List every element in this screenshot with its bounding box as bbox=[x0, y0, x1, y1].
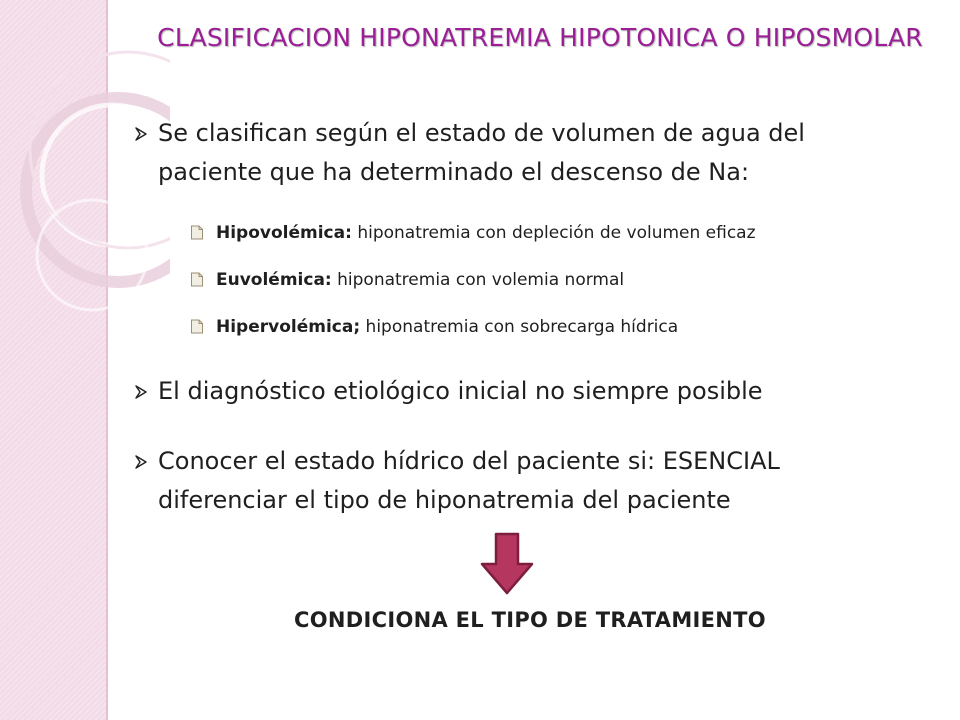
bullet-text: Conocer el estado hídrico del paciente si: ESENCIAL diferenciar el tipo de hiponatremia del paciente bbox=[158, 447, 780, 514]
down-arrow-icon bbox=[478, 532, 536, 596]
subitem-term: Hipervolémica; bbox=[216, 317, 361, 337]
subitem-term: Euvolémica: bbox=[216, 270, 332, 290]
bullet-item bbox=[134, 442, 854, 520]
conclusion-text: CONDICIONA EL TIPO DE TRATAMIENTO bbox=[294, 608, 766, 632]
subitem-euvolemica bbox=[190, 269, 890, 291]
arrow-bullet-icon bbox=[134, 127, 148, 141]
subitem-hipovolemica bbox=[190, 222, 890, 244]
page-bullet-icon bbox=[190, 225, 204, 240]
slide-title: CLASIFICACION HIPONATREMIA HIPOTONICA O HIPOSMOLAR bbox=[157, 23, 923, 52]
arrow-bullet-icon bbox=[134, 455, 148, 469]
bullet-text: Se clasifican según el estado de volumen de agua del paciente que ha determinado el descenso de Na: bbox=[158, 119, 805, 186]
subitem-desc: hiponatremia con depleción de volumen eficaz bbox=[351, 223, 756, 243]
subitem-desc: hiponatremia con volemia normal bbox=[331, 270, 625, 290]
subitem-hipervolemica bbox=[190, 316, 890, 338]
bullet-item bbox=[134, 372, 854, 411]
page-bullet-icon bbox=[190, 272, 204, 287]
arrow-bullet-icon bbox=[134, 385, 148, 399]
bullet-text: El diagnóstico etiológico inicial no siempre posible bbox=[158, 377, 763, 405]
bullet-item bbox=[134, 114, 854, 192]
subitem-desc: hiponatremia con sobrecarga hídrica bbox=[360, 317, 679, 337]
subitem-term: Hipovolémica: bbox=[216, 223, 352, 243]
page-bullet-icon bbox=[190, 319, 204, 334]
